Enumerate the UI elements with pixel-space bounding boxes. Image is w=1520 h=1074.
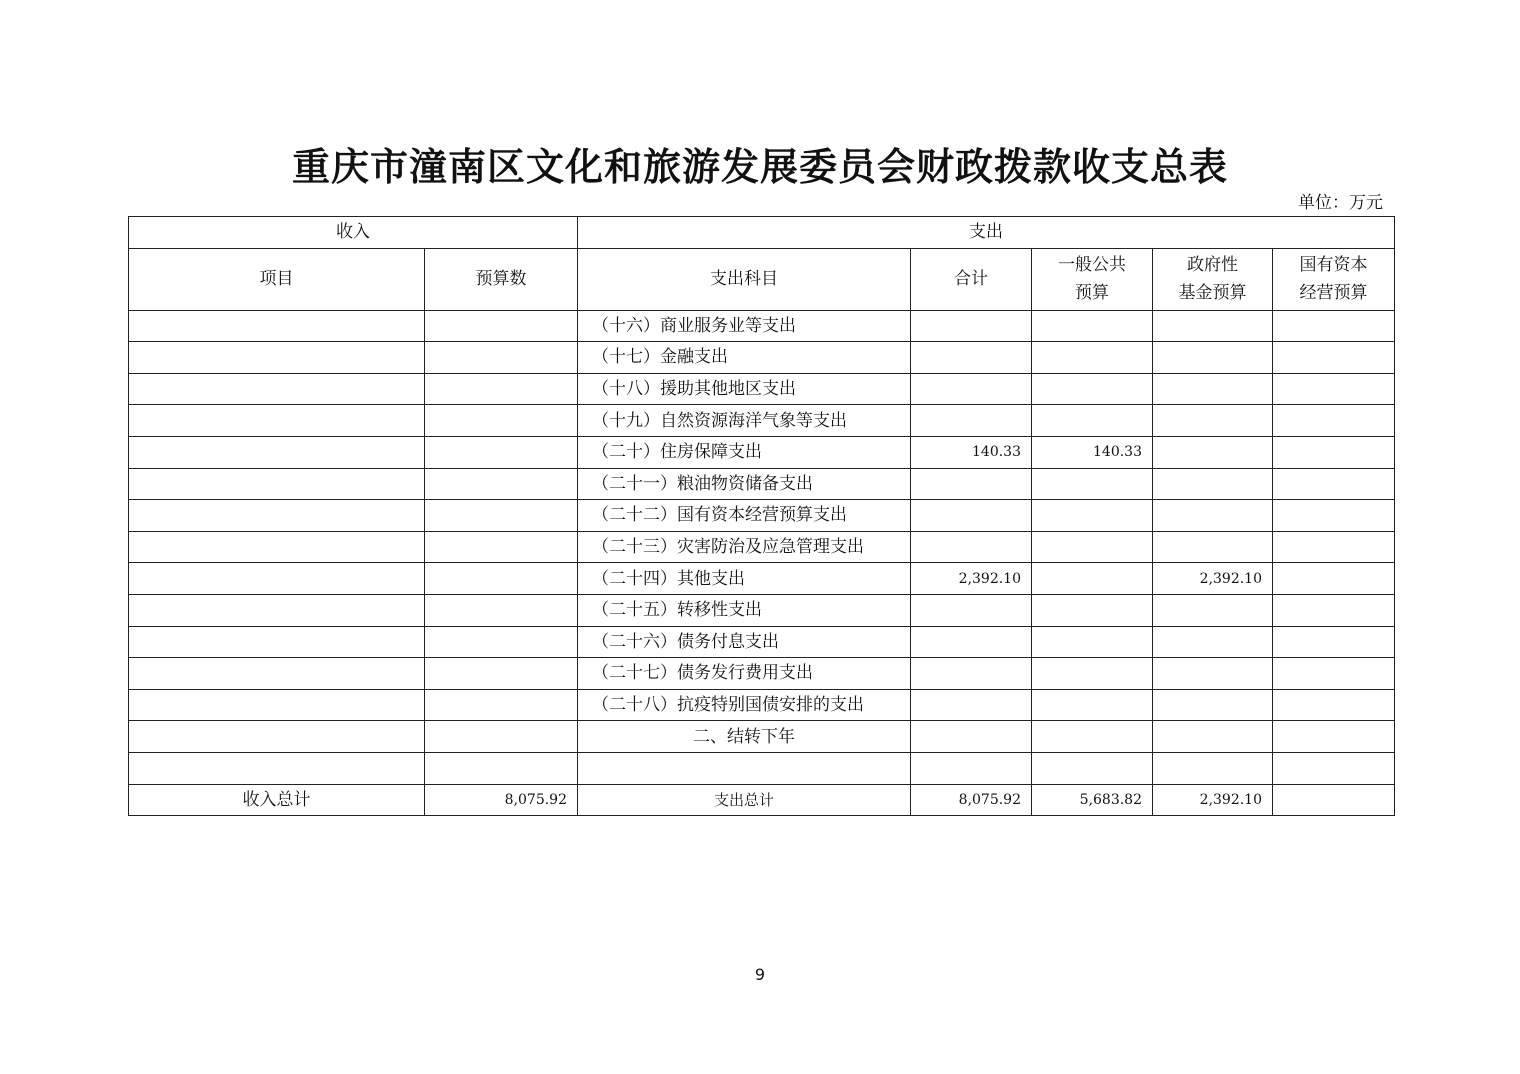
income-item-cell [129,594,425,626]
empty-cell [1153,752,1273,784]
general-budget-cell [1032,658,1153,690]
empty-cell [1273,721,1395,753]
general-budget-cell [1032,689,1153,721]
general-budget-cell [1032,310,1153,342]
empty-cell [425,752,578,784]
empty-cell [1153,721,1273,753]
income-group-header: 收入 [129,217,578,249]
general-budget-cell [1032,626,1153,658]
fund-budget-cell: 2,392.10 [1153,563,1273,595]
total-column-header: 合计 [911,248,1032,310]
income-budget-cell [425,468,578,500]
state-capital-cell [1273,658,1395,690]
expense-total-cell [911,500,1032,532]
expense-subject-cell: （二十五）转移性支出 [578,594,911,626]
state-capital-cell [1273,689,1395,721]
general-budget-cell [1032,468,1153,500]
table-row [129,689,1395,721]
empty-cell [911,721,1032,753]
fund-budget-cell [1153,342,1273,374]
income-total-value: 8,075.92 [425,784,578,816]
income-budget-cell [425,626,578,658]
totals-row [129,784,1395,816]
expense-subject-cell: （二十三）灾害防治及应急管理支出 [578,531,911,563]
expense-group-header: 支出 [578,217,1395,249]
general-budget-cell [1032,405,1153,437]
table-row [129,342,1395,374]
fund-budget-cell [1153,658,1273,690]
income-budget-cell [425,721,578,753]
expense-total-cell [911,342,1032,374]
state-capital-cell [1273,500,1395,532]
expense-subject-cell: （十八）援助其他地区支出 [578,373,911,405]
expense-subject-cell: （十九）自然资源海洋气象等支出 [578,405,911,437]
fund-budget-cell [1153,689,1273,721]
income-item-cell [129,563,425,595]
column-header-row [129,248,1395,310]
expense-subject-cell: （二十）住房保障支出 [578,436,911,468]
table-row [129,531,1395,563]
expense-total-value: 8,075.92 [911,784,1032,816]
state-capital-cell [1273,310,1395,342]
state-capital-cell [1273,436,1395,468]
fund-budget-column-header: 政府性 基金预算 [1153,248,1273,310]
empty-cell [129,752,425,784]
empty-cell [578,752,911,784]
table-row [129,500,1395,532]
expense-total-cell [911,531,1032,563]
expense-total-cell [911,468,1032,500]
general-budget-cell [1032,531,1153,563]
income-item-cell [129,531,425,563]
table-row [129,658,1395,690]
income-item-cell [129,500,425,532]
document-title: 重庆市潼南区文化和旅游发展委员会财政拨款收支总表 [291,144,1228,189]
state-capital-cell [1273,373,1395,405]
income-budget-cell [425,594,578,626]
table-row [129,373,1395,405]
fund-budget-cell [1153,468,1273,500]
fund-budget-total: 2,392.10 [1153,784,1273,816]
general-budget-cell [1032,594,1153,626]
income-budget-cell [425,436,578,468]
expense-subject-cell: （十七）金融支出 [578,342,911,374]
fund-budget-cell [1153,310,1273,342]
empty-cell [1032,721,1153,753]
table-row [129,310,1395,342]
fund-budget-cell [1153,373,1273,405]
income-item-cell [129,689,425,721]
empty-cell [1273,752,1395,784]
income-item-cell [129,468,425,500]
income-total-label: 收入总计 [129,784,425,816]
fund-budget-cell [1153,594,1273,626]
expense-total-cell [911,626,1032,658]
income-item-cell [129,373,425,405]
fund-budget-cell [1153,531,1273,563]
state-capital-cell [1273,405,1395,437]
income-budget-cell [425,500,578,532]
table-row [129,468,1395,500]
general-budget-cell [1032,373,1153,405]
state-capital-cell [1273,342,1395,374]
group-header-row [129,217,1395,249]
table-row [129,594,1395,626]
income-budget-cell [425,531,578,563]
budget-table [128,216,1395,816]
carryover-row [129,721,1395,753]
expense-subject-cell: （二十七）债务发行费用支出 [578,658,911,690]
income-item-cell [129,310,425,342]
income-budget-cell [425,310,578,342]
table-row [129,436,1395,468]
blank-row [129,752,1395,784]
state-capital-column-header: 国有资本 经营预算 [1273,248,1395,310]
general-budget-cell [1032,342,1153,374]
item-column-header: 项目 [129,248,425,310]
expense-subject-cell: （二十六）债务付息支出 [578,626,911,658]
income-item-cell [129,626,425,658]
subject-column-header: 支出科目 [578,248,911,310]
expense-subject-cell: （二十一）粮油物资储备支出 [578,468,911,500]
expense-total-cell: 140.33 [911,436,1032,468]
general-budget-cell [1032,500,1153,532]
expense-total-cell [911,658,1032,690]
fund-budget-cell [1153,436,1273,468]
state-capital-cell [1273,468,1395,500]
income-budget-cell [425,342,578,374]
state-capital-cell [1273,531,1395,563]
state-capital-cell [1273,626,1395,658]
income-budget-cell [425,405,578,437]
page-number: 9 [754,965,766,984]
budget-column-header: 预算数 [425,248,578,310]
income-budget-cell [425,689,578,721]
fund-budget-cell [1153,626,1273,658]
fund-budget-cell [1153,500,1273,532]
income-item-cell [129,342,425,374]
state-capital-total [1273,784,1395,816]
expense-subject-cell: （二十四）其他支出 [578,563,911,595]
general-budget-cell [1032,563,1153,595]
expense-subject-cell: （十六）商业服务业等支出 [578,310,911,342]
general-budget-total: 5,683.82 [1032,784,1153,816]
income-budget-cell [425,658,578,690]
income-budget-cell [425,563,578,595]
expense-total-cell [911,373,1032,405]
expense-total-label: 支出总计 [578,784,911,816]
general-budget-cell: 140.33 [1032,436,1153,468]
table-row [129,405,1395,437]
expense-total-cell [911,405,1032,437]
expense-total-cell: 2,392.10 [911,563,1032,595]
expense-subject-cell: （二十八）抗疫特别国债安排的支出 [578,689,911,721]
general-budget-column-header: 一般公共 预算 [1032,248,1153,310]
state-capital-cell [1273,563,1395,595]
income-item-cell [129,405,425,437]
carryover-subject-cell: 二、结转下年 [578,721,911,753]
expense-total-cell [911,310,1032,342]
table-row [129,626,1395,658]
expense-total-cell [911,689,1032,721]
income-item-cell [129,721,425,753]
income-budget-cell [425,373,578,405]
expense-subject-cell: （二十二）国有资本经营预算支出 [578,500,911,532]
income-item-cell [129,436,425,468]
unit-label: 单位：万元 [1298,193,1383,213]
empty-cell [911,752,1032,784]
fund-budget-cell [1153,405,1273,437]
table-row [129,563,1395,595]
income-item-cell [129,658,425,690]
expense-total-cell [911,594,1032,626]
empty-cell [1032,752,1153,784]
state-capital-cell [1273,594,1395,626]
